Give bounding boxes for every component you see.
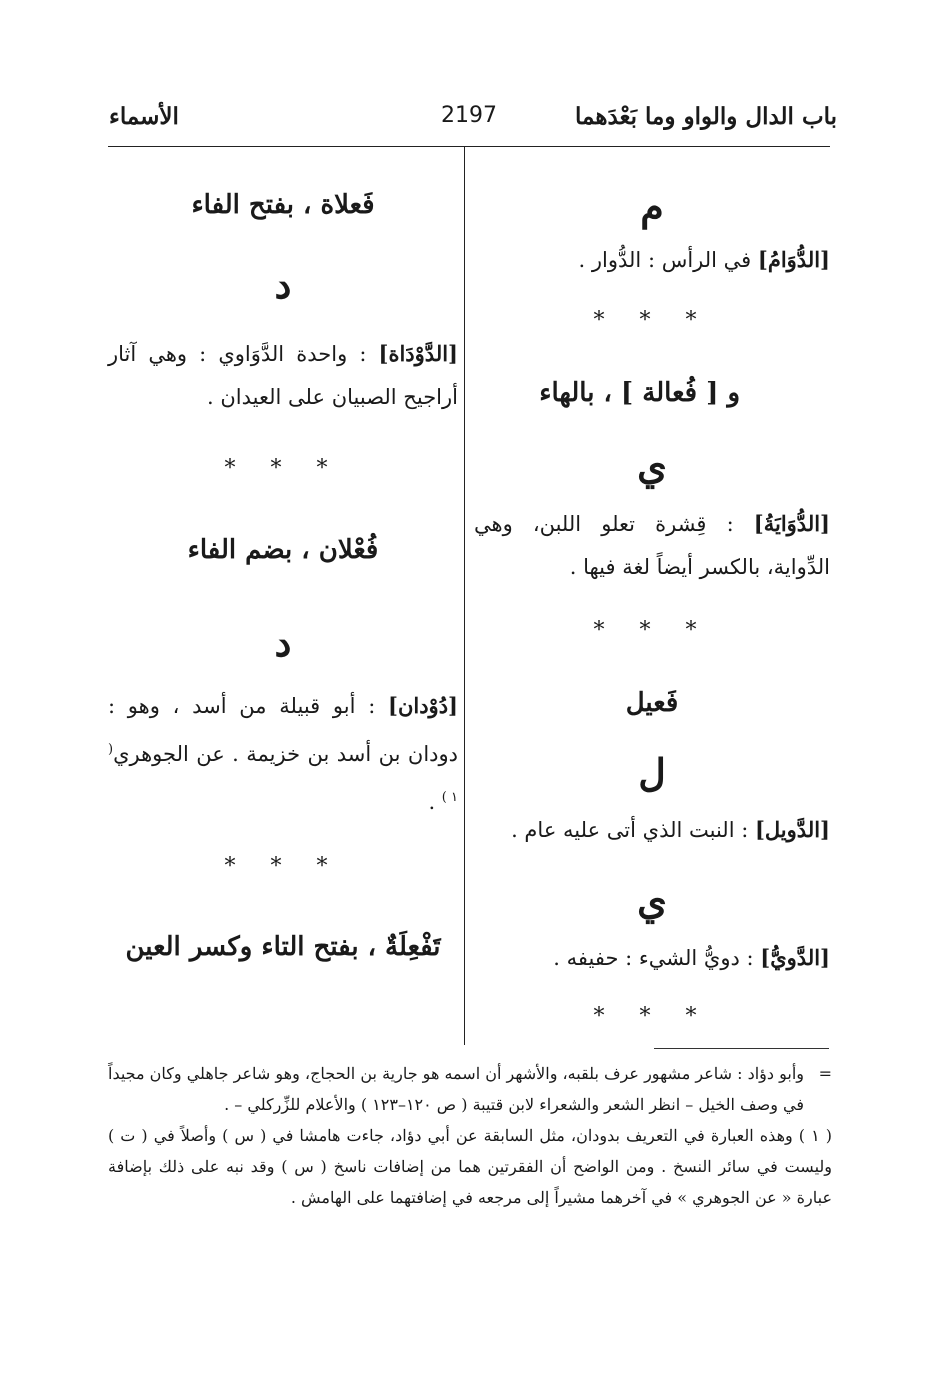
- entry-headword: [الدَّويل]: [754, 817, 830, 842]
- entry-definition: : قِشرة تعلو اللبن، وهي الدِّواية، بالكسر أيضاً لغة فيها .: [474, 512, 830, 579]
- separator-stars: * * *: [224, 456, 342, 481]
- letter-heading-dal: د: [274, 262, 292, 307]
- entry-definition: : واحدة الدَّوَاوي : وهي آثار أراجيح الصبيان على العيدان .: [108, 342, 458, 409]
- footnote-divider: [654, 1048, 829, 1049]
- letter-heading-dal-2: د: [274, 620, 292, 665]
- separator-stars: * * *: [224, 854, 342, 879]
- running-head-chapter: باب الدال والواو وما بَعْدَهما: [575, 103, 837, 130]
- letter-heading-lam: ل: [638, 750, 666, 795]
- entry-definition: : النبت الذي أتى عليه عام .: [511, 818, 755, 842]
- entry-headword: [الدَّويُّ]: [760, 945, 830, 970]
- separator-stars: * * *: [593, 618, 711, 643]
- entry-definition: : دويُّ الشيء : حفيفه .: [553, 946, 761, 970]
- entry-headword: [الدُّوَايَةُ]: [753, 511, 830, 536]
- letter-heading-mim: م: [640, 184, 664, 229]
- section-title-tafila: تَفْعِلَةٌ ، بفتح التاء وكسر العين: [125, 932, 441, 962]
- entry-definition: : أبو قبيلة من أسد ، وهو : دودان بن أسد بن خزيمة . عن الجوهري: [108, 694, 458, 766]
- letter-heading-ya: ي: [637, 443, 667, 488]
- separator-stars: * * *: [593, 1004, 711, 1029]
- running-head-section: الأسماء: [109, 103, 179, 130]
- entry-headword: [الدُّوَامُ]: [757, 247, 830, 272]
- entry-headword: [الدَّوْدَاة]: [378, 341, 458, 366]
- section-title-fuala: و [ فُعالة ] ، بالهاء: [539, 378, 740, 408]
- section-title-fulan: فُعْلان ، بضم الفاء: [187, 535, 379, 565]
- entry-terminator: .: [428, 790, 442, 814]
- separator-stars: * * *: [593, 308, 711, 333]
- footnote-text: وأبو دؤاد : شاعر مشهور عرف بلقبه، والأشهر أن اسمه هو جارية بن الحجاج، وهو شاعر جاهلي وكان مجيداً في وصف الخيل – انظر الشعر والشعراء لابن قتيبة ( ص ١٢٠–١٢٣ ) والأعلام للزِّركلي – .: [108, 1064, 805, 1114]
- section-title-falat: فَعلاة ، بفتح الفاء: [191, 190, 375, 220]
- entry-duwaya: [474, 502, 830, 589]
- header-divider: [108, 146, 830, 147]
- entry-dawiyy: [474, 936, 830, 980]
- footnote-1: ( ١ ) وهذه العبارة في التعريف بدودان، مثل السابقة عن أبي دؤاد، جاءت هامشا في ( س ) وأصلاً في ( ت ) وليست في سائر النسخ . ومن الواضح أن الفقرتين هما من إضافات ناسخ ( س ) وقد نبه على ذلك بإضافة عبارة « عن الجوهري » في آخرهما مشيراً إلى مرجعه في إضافتهما على الهامش .: [108, 1126, 833, 1207]
- entry-definition: في الرأس : الدُّوار .: [578, 248, 758, 272]
- letter-heading-ya-2: ي: [637, 878, 667, 923]
- page-number: 2197: [441, 103, 497, 128]
- footnote-continued: [108, 1058, 832, 1120]
- column-divider: [464, 147, 465, 1045]
- entry-dawdat: [108, 332, 458, 419]
- section-title-fail: فَعيل: [625, 688, 679, 718]
- entry-dawwam: [474, 238, 830, 282]
- continuation-marker: =: [818, 1064, 832, 1083]
- footnote-reference: ( ١ ): [108, 742, 458, 805]
- entry-headword: [دُوْدان]: [388, 693, 458, 718]
- entry-dudan: [108, 684, 458, 824]
- footnotes: [108, 1058, 832, 1213]
- entry-dawil: [474, 808, 830, 852]
